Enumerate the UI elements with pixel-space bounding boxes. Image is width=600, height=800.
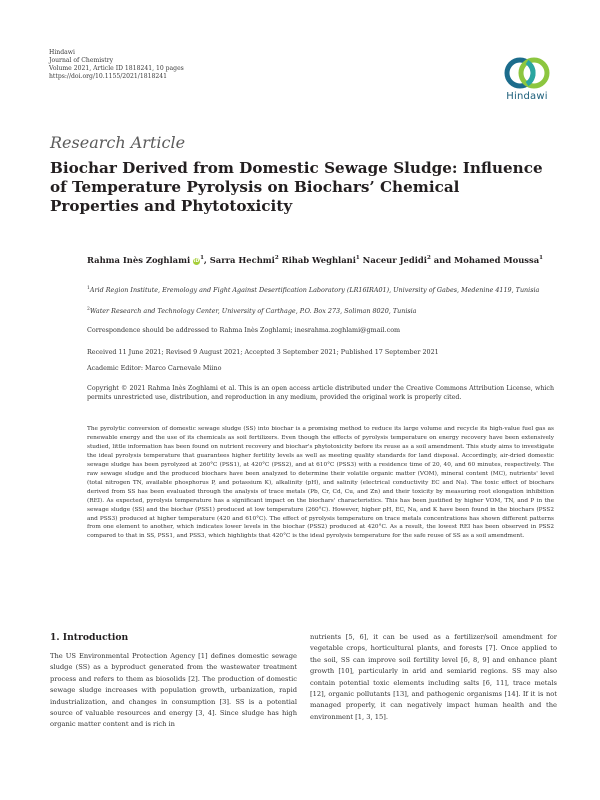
orcid-icon[interactable]: iD: [193, 258, 200, 264]
academic-editor: Academic Editor: Marco Carnevale Miino: [87, 364, 222, 372]
author-affil-number: 2: [426, 255, 431, 261]
author-affil-number: 2: [274, 255, 279, 261]
doi-link[interactable]: https://doi.org/10.1155/2021/1818241: [49, 73, 167, 81]
author-affil-number: 1: [539, 255, 543, 261]
logo-text: Hindawi: [506, 91, 548, 102]
article-title: Biochar Derived from Domestic Sewage Sludge: Influence of Temperature Pyrolysis on Biochars’ Chemical Properties and Phytotoxicity: [50, 159, 543, 215]
author-name[interactable]: and Mohamed Moussa: [433, 254, 540, 265]
copyright-notice: Copyright © 2021 Rahma Inès Zoghlami et al. This is an open access article distributed under the Creative Commons Attribution License, which permits unrestricted use, distribution, and reproduction in any medium, provided the original work is properly cited.: [87, 385, 554, 401]
author-affil-number: 1: [355, 255, 360, 261]
author-name[interactable]: Rahma Inès Zoghlami: [87, 254, 191, 265]
section-heading-introduction: 1. Introduction: [50, 632, 129, 643]
author-name[interactable]: Naceur Jedidi: [362, 254, 427, 265]
correspondence: Correspondence should be addressed to Rahma Inès Zoghlami; inesrahma.zoghlami@gmail.com: [87, 326, 401, 334]
affiliation-1: $^1$Arid Region Institute, Eremology and Fight Against Desertification Laboratory (LR16IRA01), University of Gabes, Medenine 4119, Tunisia: [87, 286, 540, 295]
article-type: Research Article: [50, 133, 186, 152]
author-name[interactable]: Rihab Weghlani: [281, 254, 356, 265]
journal-name: Journal of Chemistry: [49, 57, 114, 65]
author-affil-number: 1: [200, 255, 204, 261]
abstract: The pyrolytic conversion of domestic sewage sludge (SS) into biochar is a promising method to reduce its large volume and recycle its high-value fuel gas as renewable energy and the use of its chemicals as soil fertilizers. Even though the effects of pyrolysis temperature on energy recovery have been extensively studied, little information has been found on nutrient recovery and biochar's phytotoxicity before its reuse as a soil amendment. This study aims to investigate the ideal pyrolysis temperature that guarantees higher fertility levels as well as meeting quality standards for land disposal. Accordingly, air-dried domestic sewage sludge has been pyrolyzed at 260°C (PSS1), at 420°C (PSS2), and at 610°C (PSS3) with a residence time of 20, 40, and 60 minutes, respectively. The raw sewage sludge and the produced biochars have been analyzed to determine their volatile organic matter (VOM), mineral content (MC), nutrients' level (total nitrogen TN, available phosphorus P, and potassium K), alkalinity (pH), and salinity (electrical conductivity EC and Na). The toxic effect of biochars derived from SS has been evaluated through the analysis of trace metals (Pb, Cr, Cd, Cu, and Zn) and their toxicity by measuring root elongation inhibition (REI). As expected, pyrolysis temperature has a significant impact on the biochars' characteristics. This has been justified by higher VOM, TN, and P in the sewage sludge (SS) and the biochar (PSS1) produced at low temperature (260°C). However, higher pH, EC, Na, and K have been found in the biochars (PSS2 and PSS3) produced at higher temperature (420 and 610°C). The effect of pyrolysis temperature on trace metals concentrations has shown different patterns from one element to another, which indicates lower levels in the biochar (PSS2) produced at 420°C. As a result, the lowest REI has been observed in PSS2 compared to that in SS, PSS1, and PSS3, which highlights that 420°C is the ideal pyrolysis temperature for the safe reuse of SS as a soil amendment.: [87, 426, 554, 540]
intro-column-left: The US Environmental Protection Agency [1] defines domestic sewage sludge (SS) as a byproduct generated from the wastewater treatment process and refers to them as biosolids [2]. The production of domestic sewage sludge increases with population growth, urbanization, rapid industrialization, and changes in consumption [3]. SS is a potential source of valuable resources and energy [3, 4]. Since sludge has high organic matter content and is rich in: [50, 652, 297, 729]
affiliation-2: $^2$Water Research and Technology Center, University of Carthage, P.O. Box 273, Soliman 8020, Tunisia: [87, 307, 417, 316]
publication-dates: Received 11 June 2021; Revised 9 August 2021; Accepted 3 September 2021; Published 17 September 2021: [87, 348, 439, 356]
intro-column-right: nutrients [5, 6], it can be used as a fertilizer/soil amendment for vegetable crops, horticultural plants, and forests [7]. Once applied to the soil, SS can improve soil fertility level [6, 8, 9] and enhance plant growth [10], particularly in arid and semiarid regions. SS may also contain potential toxic elements including salts [6, 11], trace metals [12], organic pollutants [13], and pathogenic organisms [14]. If it is not managed properly, it can negatively impact human health and the environment [1, 3, 15].: [310, 633, 557, 721]
author-name[interactable]: Sarra Hechmi: [209, 254, 275, 265]
publisher-name: Hindawi: [49, 49, 75, 56]
journal-info: [49, 49, 184, 81]
author-list: Rahma Inès Zoghlami $iD^1$, Sarra Hechmi$^2$ Rihab Weghlani$^1$ Naceur Jedidi$^2$ and Mohamed Moussa$^1$: [87, 254, 543, 265]
volume-line: Volume 2021, Article ID 1818241, 10 pages: [49, 65, 184, 73]
